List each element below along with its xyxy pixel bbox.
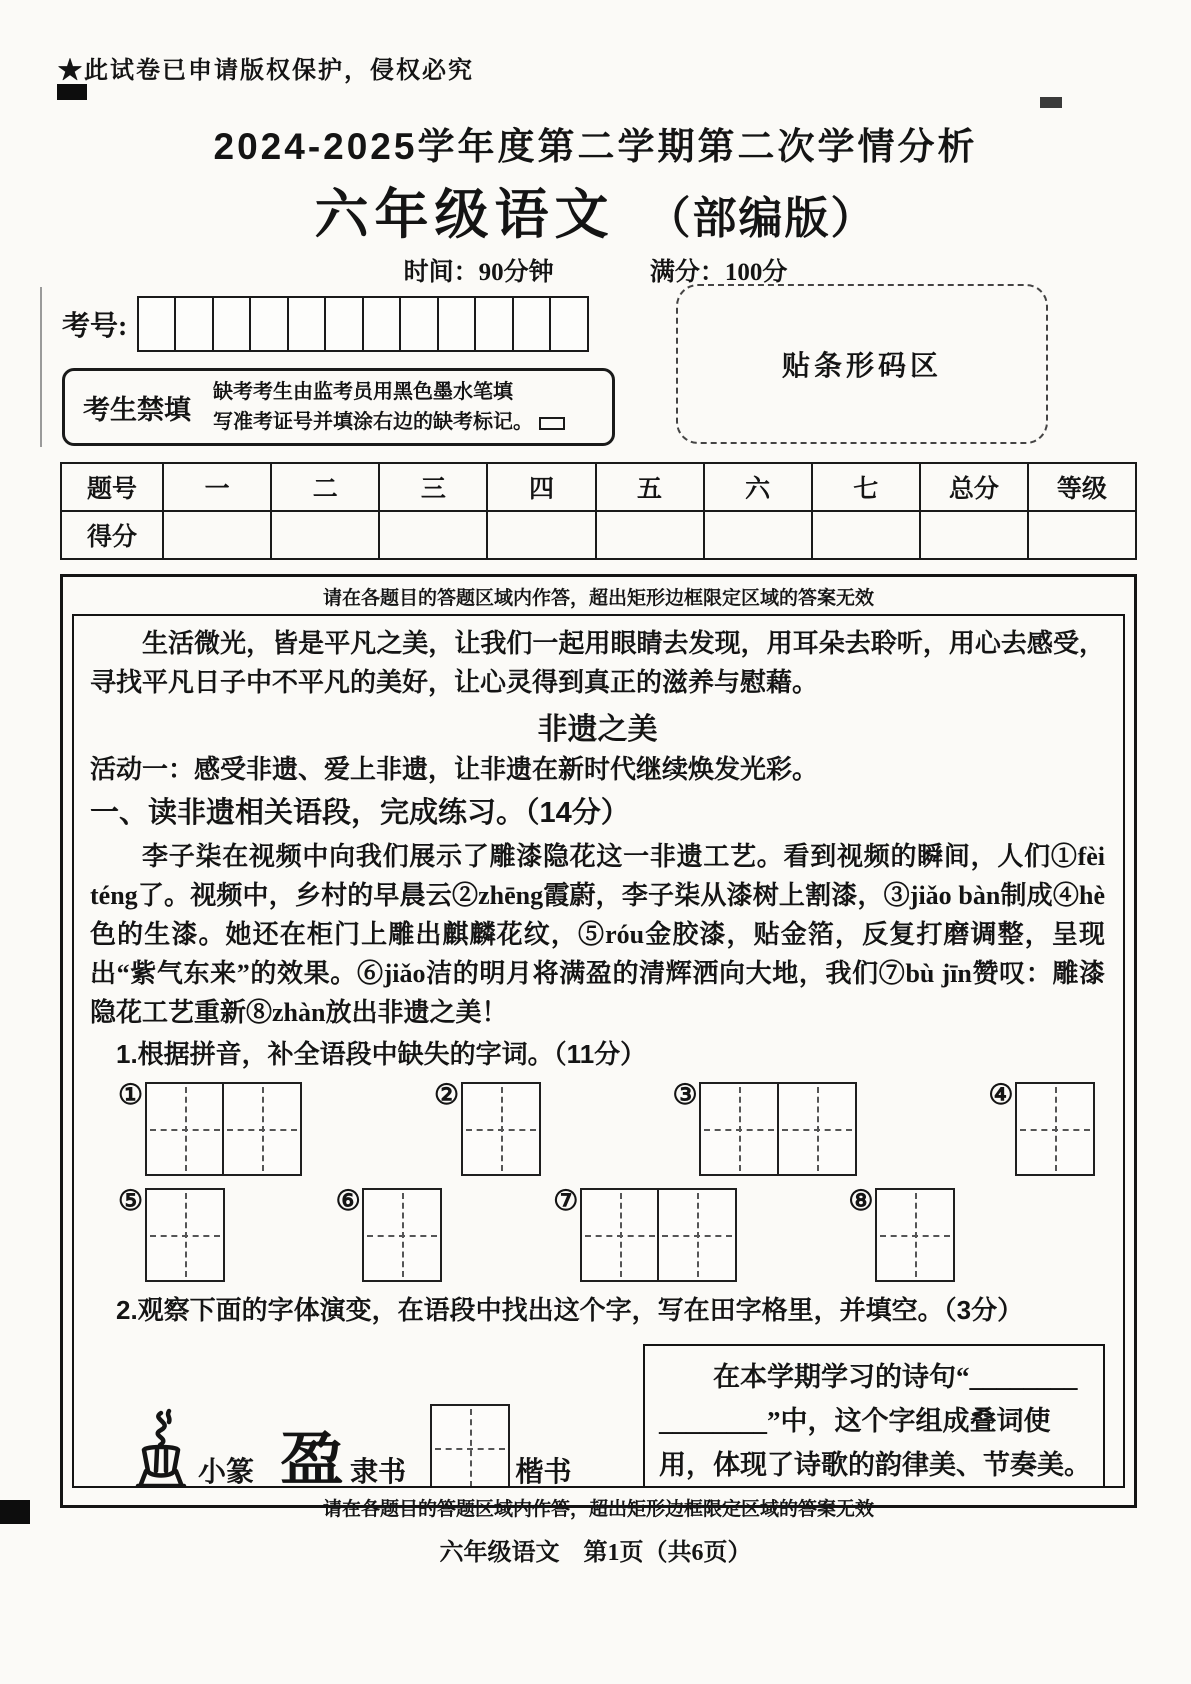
item-number: ⑤ (118, 1185, 144, 1217)
tian-zi-ge-box (147, 1188, 225, 1282)
exam-meta (0, 252, 1191, 288)
candidate-forbidden-box (62, 368, 615, 446)
tian-zi-ge-cell[interactable] (699, 1082, 779, 1176)
exam-number-row (62, 296, 589, 352)
answer-grid-item (118, 1079, 302, 1176)
clerical-script-label: 隶书 (350, 1457, 407, 1488)
tian-zi-ge-box (365, 1188, 443, 1282)
tian-zi-ge-cell[interactable] (145, 1082, 225, 1176)
tian-zi-ge-cell[interactable] (875, 1188, 955, 1282)
item-number: ② (433, 1079, 460, 1111)
score-cell[interactable] (379, 511, 487, 559)
full-score: 满分：100分 (649, 259, 788, 286)
seal-script-label: 小篆 (198, 1457, 255, 1488)
exam-number-box[interactable] (399, 296, 439, 352)
answer-grid-item (672, 1079, 856, 1176)
tian-zi-ge-cell[interactable] (145, 1188, 225, 1282)
page-footer: 六年级语文 第1页（共6页） (439, 1540, 752, 1566)
question-1: 1.根据拼音，补全语段中缺失的字词。（11分） (116, 1038, 647, 1069)
exam-title: 2024-2025学年度第二学期第二次学情分析 (213, 126, 978, 167)
exam-number-boxes (139, 296, 589, 352)
print-mark (1040, 97, 1062, 108)
tian-zi-ge-cell[interactable] (461, 1082, 541, 1176)
item-number: ⑦ (553, 1185, 579, 1217)
score-cell[interactable] (271, 511, 379, 559)
score-table-header-row (61, 463, 1136, 511)
forbidden-instructions (213, 377, 565, 437)
score-table-header-cell: 等级 (1028, 463, 1136, 511)
answer-notice-bottom: 请在各题目的答题区域内作答，超出矩形边框限定区域的答案无效 (322, 1499, 874, 1520)
answer-grid-row-1 (90, 1076, 1105, 1182)
score-table-score-row (61, 511, 1136, 559)
tian-zi-ge-box (463, 1082, 541, 1176)
score-table-header-cell: 一 (163, 463, 271, 511)
score-table-header-cell: 七 (812, 463, 920, 511)
script-samples (90, 1336, 643, 1488)
forbidden-line2: 写准考证号并填涂右边的缺考标记。 (213, 411, 533, 433)
tian-zi-ge-cell[interactable] (1015, 1082, 1095, 1176)
time-limit: 时间：90分钟 (403, 259, 554, 286)
section-one-title: 一、读非遗相关语段，完成练习。（14分） (90, 797, 630, 830)
exam-number-box[interactable] (324, 296, 364, 352)
answer-inner-box (72, 614, 1125, 1488)
tian-zi-ge-cell[interactable] (777, 1082, 857, 1176)
print-mark (0, 1500, 30, 1524)
answer-grid-item (988, 1079, 1095, 1176)
fill-line-2: ________”中，这个字组成叠词使 (659, 1405, 1051, 1436)
tian-zi-ge-box (1018, 1082, 1096, 1176)
item-number: ③ (672, 1079, 698, 1111)
exam-subtitle (0, 172, 1191, 249)
edition-label: （部编版） (646, 194, 877, 243)
exam-number-box[interactable] (474, 296, 514, 352)
tian-zi-ge-cell[interactable] (580, 1188, 660, 1282)
score-table-header-cell: 五 (596, 463, 704, 511)
answer-grid-row-2 (90, 1182, 1105, 1288)
item-number: ⑥ (335, 1185, 361, 1217)
activity-line: 活动一：感受非遗、爱上非遗，让非遗在新时代继续焕发光彩。 (90, 755, 819, 784)
tian-zi-ge-cell[interactable] (657, 1188, 737, 1282)
score-table-header-cell: 四 (487, 463, 595, 511)
tian-zi-ge-box (877, 1188, 955, 1282)
exam-number-box[interactable] (549, 296, 589, 352)
tian-zi-ge-cell[interactable] (362, 1188, 442, 1282)
exam-number-box[interactable] (437, 296, 477, 352)
answer-grid-item (118, 1185, 225, 1282)
reading-passage: 李子柒在视频中向我们展示了雕漆隐花这一非遗工艺。看到视频的瞬间，人们①fèi téng了。视频中，乡村的早晨云②zhēng霞蔚，李子柒从漆树上割漆，③jiǎo bàn制成④hè色的生漆。她还在柜门上雕出麒麟花纹，⑤róu金胶漆，贴金箔，反复打磨调整，呈现出“紫气东来”的效果。⑥jiǎo洁的明月将满盈的清辉洒向大地，我们⑦bù jīn赞叹：雕漆隐花工艺重新⑧zhàn放出非遗之美！ (90, 841, 1105, 1027)
script-evolution-area (90, 1336, 1105, 1488)
answer-grid-item (848, 1185, 955, 1282)
exam-number-box[interactable] (249, 296, 289, 352)
exam-number-box[interactable] (287, 296, 327, 352)
exam-number-box[interactable] (174, 296, 214, 352)
fill-in-blank-box[interactable] (643, 1344, 1105, 1488)
barcode-label: 贴条形码区 (781, 351, 942, 382)
regular-script-label: 楷书 (515, 1457, 572, 1488)
question-2: 2.观察下面的字体演变，在语段中找出这个字，写在田字格里，并填空。（3分） (116, 1294, 1024, 1325)
score-table (60, 462, 1137, 560)
tian-zi-ge-cell[interactable] (222, 1082, 302, 1176)
score-cell[interactable] (812, 511, 920, 559)
regular-script-answer-cell[interactable] (430, 1404, 510, 1488)
score-table-header-cell: 二 (271, 463, 379, 511)
fill-line-1: 在本学期学习的诗句“________ (713, 1362, 1078, 1393)
score-table-header-cell: 总分 (920, 463, 1028, 511)
score-cell[interactable] (920, 511, 1028, 559)
item-number: ⑧ (848, 1185, 874, 1217)
exam-number-label: 考号: (62, 311, 128, 342)
absent-mark-box[interactable] (539, 417, 565, 430)
fill-line-3: 用，体现了诗歌的韵律美、节奏美。 (659, 1449, 1091, 1480)
item-number: ④ (988, 1079, 1014, 1111)
score-cell[interactable] (596, 511, 704, 559)
score-table-header-cell: 六 (704, 463, 812, 511)
exam-number-box[interactable] (137, 296, 177, 352)
score-cell[interactable] (163, 511, 271, 559)
answer-grid-item (553, 1185, 737, 1282)
forbidden-label: 考生禁填 (83, 394, 191, 425)
barcode-area (676, 284, 1048, 444)
tian-zi-ge-box (582, 1188, 737, 1282)
exam-number-box[interactable] (212, 296, 252, 352)
answer-notice-top: 请在各题目的答题区域内作答，超出矩形边框限定区域的答案无效 (322, 588, 874, 609)
score-table-header-cell: 题号 (61, 463, 163, 511)
score-cell[interactable] (704, 511, 812, 559)
answer-region (60, 574, 1137, 1520)
copyright-notice: ★此试卷已申请版权保护，侵权必究 (58, 58, 474, 84)
print-mark (57, 84, 87, 100)
item-number: ① (118, 1079, 144, 1111)
scan-fold-line (40, 287, 42, 447)
score-row-label: 得分 (61, 511, 163, 559)
subject-title: 六年级语文 (314, 185, 615, 245)
forbidden-line1: 缺考考生由监考员用黑色墨水笔填 (213, 381, 513, 403)
tian-zi-ge-box (147, 1082, 302, 1176)
clerical-script-glyph: 盈 (280, 1426, 345, 1488)
tian-zi-ge-box (702, 1082, 857, 1176)
exam-number-box[interactable] (362, 296, 402, 352)
theme-title: 非遗之美 (537, 713, 658, 746)
exam-number-box[interactable] (512, 296, 552, 352)
answer-grid-item (335, 1185, 443, 1282)
seal-script-glyph-icon (130, 1408, 192, 1488)
score-table-header-cell: 三 (379, 463, 487, 511)
answer-grid-item (433, 1079, 541, 1176)
score-cell[interactable] (487, 511, 595, 559)
intro-paragraph: 生活微光，皆是平凡之美，让我们一起用眼睛去发现，用耳朵去聆听，用心去感受，寻找平凡日子中不平凡的美好，让心灵得到真正的滋养与慰藉。 (90, 629, 1105, 697)
score-cell[interactable] (1028, 511, 1136, 559)
